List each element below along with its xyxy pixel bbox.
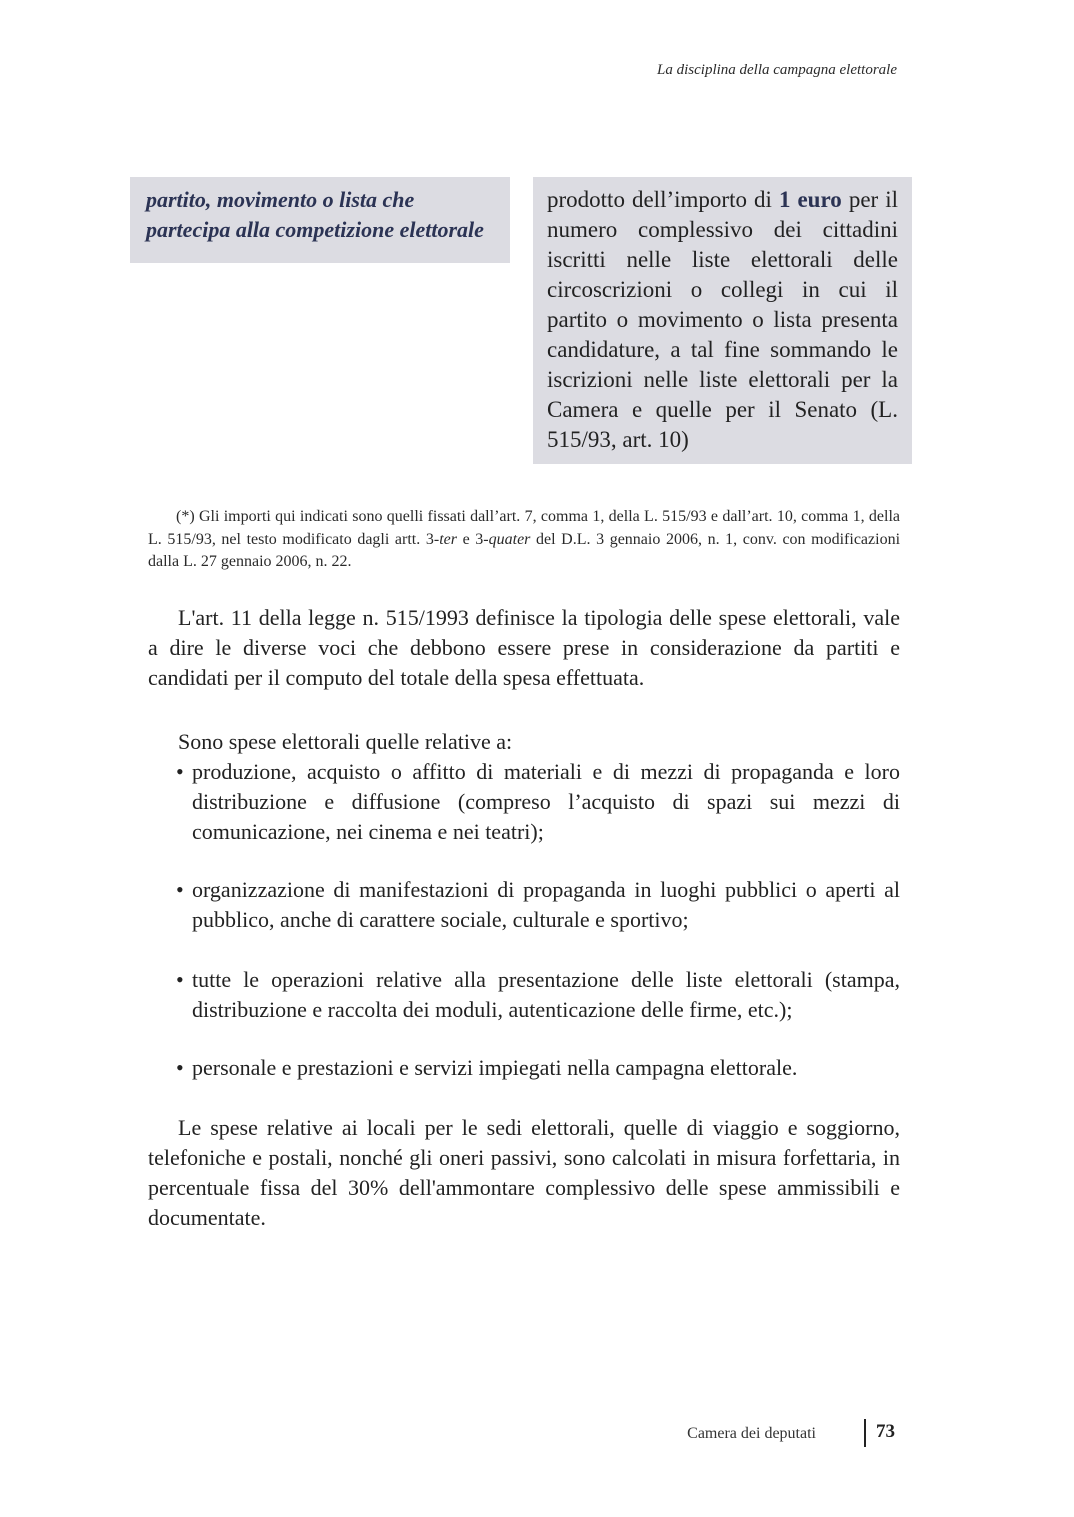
footer-divider xyxy=(864,1419,866,1447)
bullet-icon: • xyxy=(176,877,184,902)
footer-publisher: Camera dei deputati xyxy=(687,1425,816,1442)
footnote xyxy=(148,506,900,574)
limit-text-before: prodotto dell’importo di xyxy=(547,187,779,212)
subject-text: partito, movimento o lista che partecipa alla competizione elettorale xyxy=(146,187,484,242)
paragraph-forfait: Le spese relative ai locali per le sedi elettorali, quelle di viaggio e soggiorno, telefoniche e postali, nonché gli oneri passivi, sono calcolati in misura forfettaria, in percentuale fissa del 30% dell'ammontare complessivo delle spese ammissibili e documentate. xyxy=(148,1115,900,1230)
limit-text xyxy=(547,185,898,455)
footnote-part: e 3- xyxy=(456,530,489,548)
table-cell-limit xyxy=(533,177,912,464)
footnote-italic: quater xyxy=(488,530,531,548)
running-header: La disciplina della campagna elettorale xyxy=(657,62,897,78)
bullet-icon: • xyxy=(176,759,184,784)
footnote-italic: ter xyxy=(439,530,457,548)
paragraph-intro: L'art. 11 della legge n. 515/1993 definisce la tipologia delle spese elettorali, vale a dire le diverse voci che debbono essere prese in considerazione da partiti e candidati per il computo del totale della spesa effettuata. xyxy=(148,605,900,690)
page-number: 73 xyxy=(876,1421,895,1442)
list-item: • tutte le operazioni relative alla presentazione delle liste elettorali (stampa, distribuzione e raccolta dei moduli, autenticazione delle firme, etc.); xyxy=(176,967,900,1022)
footnote-part: del D.L. 3 gennaio 2006, n. 1, conv. con modificazioni dalla L. 27 gennaio 2006, n. 22. xyxy=(148,530,901,570)
footnote-part: (*) Gli importi qui indicati sono quelli fissati dall’art. 7, comma 1, della L. 515/93 e dall’art. 10, comma 1, della L. 515/93, nel testo modificato dagli artt. 3- xyxy=(148,508,900,548)
limit-text-after: per il numero complessivo dei cittadini iscritti nelle liste elettorali delle circoscrizioni o collegi in cui il partito o movimento o lista presenta candidature, a tal fine sommando le iscrizioni nelle liste elettorali per la Camera e quelle per il Senato (L. 515/93, art. 10) xyxy=(547,187,899,452)
list-item: • organizzazione di manifestazioni di propaganda in luoghi pubblici o aperti al pubblico, anche di carattere sociale, culturale e sportivo; xyxy=(176,877,900,932)
list-item: • produzione, acquisto o affitto di materiali e di mezzi di propaganda e loro distribuzione e diffusione (compreso l’acquisto di spazi sui mezzi di comunicazione, nei cinema e nei teatri); xyxy=(176,759,900,844)
table-cell-subject xyxy=(130,177,510,263)
list-intro: Sono spese elettorali quelle relative a: xyxy=(178,729,513,754)
bullet-icon: • xyxy=(176,1055,184,1080)
bullet-icon: • xyxy=(176,967,184,992)
list-item: • personale e prestazioni e servizi impiegati nella campagna elettorale. xyxy=(176,1053,900,1083)
amount-highlight: 1 euro xyxy=(778,187,842,212)
